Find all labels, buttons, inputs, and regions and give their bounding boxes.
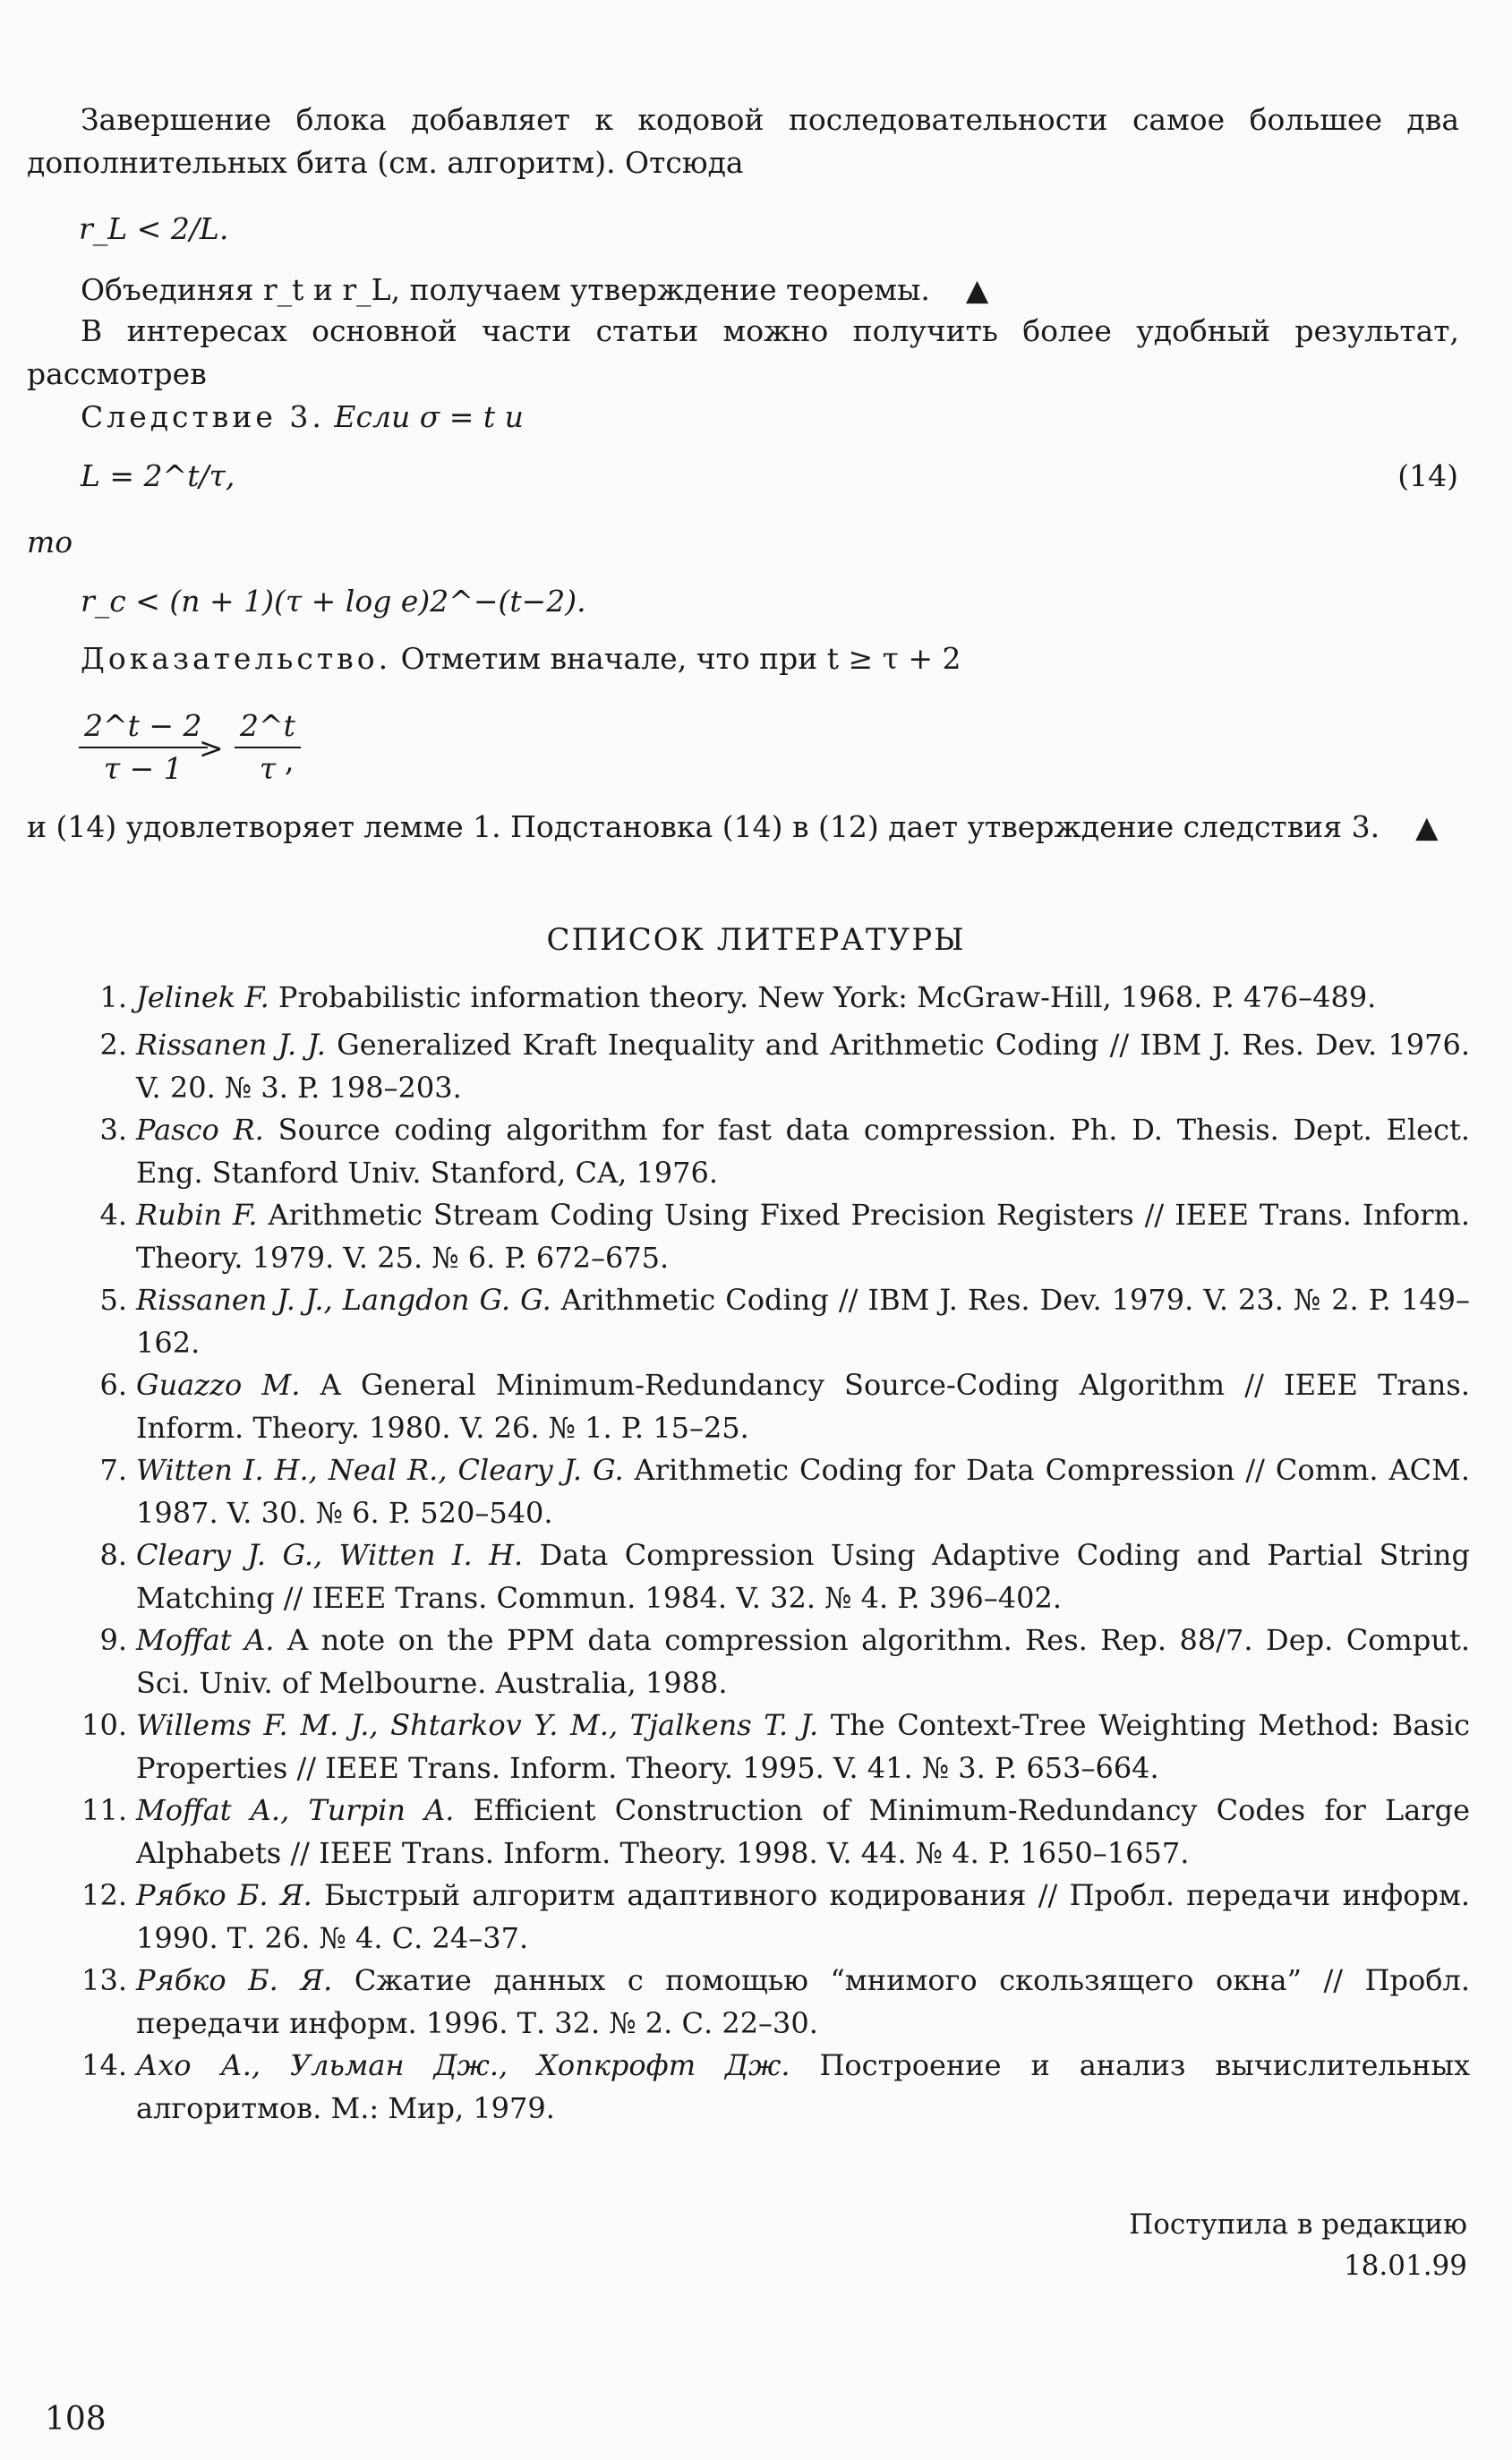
paragraph-lemma: [27, 806, 1459, 849]
reference-number: 14.: [81, 2048, 127, 2082]
paragraph-combine: [81, 269, 988, 312]
fraction-right-numerator: 2^t: [235, 707, 301, 748]
corollary-label: Следствие 3.: [81, 399, 325, 434]
reference-body: [136, 2044, 1470, 2130]
fraction-comma: ,: [285, 743, 295, 778]
combine-text: Объединяя r_t и r_L, получаем утверждение теоремы.: [81, 272, 930, 307]
reference-text: Arithmetic Coding for Data Compression // Comm. ACM. 1987. V. 30. № 6. P. 520–540.: [136, 1453, 1471, 1530]
reference-text: Source coding algorithm for fast data compression. Ph. D. Thesis. Dept. Elect. Eng. Stanford Univ. Stanford, CA, 1976.: [136, 1113, 1471, 1190]
reference-text: Arithmetic Stream Coding Using Fixed Precision Registers // IEEE Trans. Inform. Theory. 1979. V. 25. № 6. P. 672–675.: [136, 1198, 1471, 1275]
reference-number: 11.: [81, 1793, 127, 1827]
fraction-left-numerator: 2^t − 2: [79, 707, 208, 748]
reference-number: 3.: [99, 1113, 127, 1147]
reference-author: Guazzo M.: [136, 1368, 301, 1402]
reference-body: [136, 1619, 1470, 1704]
paragraph-interests: В интересах основной части статьи можно получить более удобный результат, рассмотрев: [27, 313, 1459, 391]
reference-body: [136, 1023, 1470, 1109]
reference-author: Rubin F.: [136, 1198, 258, 1232]
word-then: то: [27, 525, 73, 559]
reference-text: Data Compression Using Adaptive Coding and Partial String Matching // IEEE Trans. Commun. 1984. V. 32. № 4. P. 396–402.: [136, 1538, 1471, 1615]
fraction-left-denominator: τ − 1: [103, 751, 183, 786]
reference-number: 13.: [81, 1963, 127, 1997]
received-notice: [1129, 2204, 1467, 2286]
equation-rc: r_c < (n + 1)(τ + log e)2^−(t−2).: [81, 584, 586, 619]
equation-rl: r_L < 2/L.: [79, 211, 229, 246]
end-of-proof-mark-2: ▲: [1415, 809, 1439, 844]
reference-author: Рябко Б. Я.: [136, 1963, 333, 1997]
proof-statement: [81, 637, 961, 680]
reference-text: Generalized Kraft Inequality and Arithmetic Coding // IBM J. Res. Dev. 1976. V. 20. № 3. P. 198–203.: [136, 1028, 1471, 1105]
reference-author: Ахо А., Ульман Дж., Хопкрофт Дж.: [136, 2048, 790, 2082]
reference-author: Moffat A.: [136, 1623, 275, 1657]
reference-number: 10.: [81, 1708, 127, 1742]
reference-author: Rissanen J. J., Langdon G. G.: [136, 1283, 551, 1317]
reference-text: A General Minimum-Redundancy Source-Coding Algorithm // IEEE Trans. Inform. Theory. 1980. V. 26. № 1. P. 15–25.: [136, 1368, 1471, 1445]
reference-author: Rissanen J. J.: [136, 1028, 326, 1062]
reference-text: Построение и анализ вычислительных алгоритмов. М.: Мир, 1979.: [136, 2048, 1471, 2125]
reference-body: [136, 1959, 1470, 2045]
reference-number: 7.: [99, 1453, 127, 1487]
fraction-right-denominator: τ: [259, 751, 277, 786]
reference-author: Moffat A., Turpin A.: [136, 1793, 455, 1827]
reference-body: [136, 1704, 1470, 1789]
reference-text: Быстрый алгоритм адаптивного кодирования // Пробл. передачи информ. 1990. Т. 26. № 4. С. 24–37.: [136, 1878, 1471, 1955]
reference-author: Cleary J. G., Witten I. H.: [136, 1538, 524, 1572]
proof-label: Доказательство.: [81, 641, 392, 676]
reference-body: [136, 1363, 1470, 1449]
reference-author: Willems F. M. J., Shtarkov Y. M., Tjalkens T. J.: [136, 1708, 819, 1742]
corollary-statement: [81, 396, 524, 439]
reference-author: Рябко Б. Я.: [136, 1878, 312, 1912]
greater-than-sign: >: [199, 730, 224, 765]
reference-number: 1.: [99, 980, 127, 1014]
reference-text: Efficient Construction of Minimum-Redundancy Codes for Large Alphabets // IEEE Trans. Inform. Theory. 1998. V. 44. № 4. P. 1650–1657.: [136, 1793, 1471, 1870]
received-label: Поступила в редакцию: [1129, 2208, 1467, 2241]
equation-14: L = 2^t/τ,: [81, 458, 235, 493]
references-heading: СПИСОК ЛИТЕРАТУРЫ: [546, 922, 966, 958]
reference-author: Pasco R.: [136, 1113, 264, 1147]
page-number: 108: [45, 2401, 107, 2438]
reference-number: 2.: [99, 1028, 127, 1062]
reference-number: 5.: [99, 1283, 127, 1317]
paragraph-block-termination: Завершение блока добавляет к кодовой последовательности самое большее два дополнительных бита (см. алгоритм). Отсюда: [27, 102, 1459, 180]
reference-text: Сжатие данных с помощью “мнимого скользящего окна” // Пробл. передачи информ. 1996. Т. 32. № 2. С. 22–30.: [136, 1963, 1471, 2040]
lemma-text: и (14) удовлетворяет лемме 1. Подстановка (14) в (12) дает утверждение следствия 3.: [27, 809, 1380, 844]
equation-14-number: (14): [1397, 458, 1458, 493]
reference-author: Jelinek F.: [136, 980, 269, 1014]
reference-text: A note on the PPM data compression algorithm. Res. Rep. 88/7. Dep. Comput. Sci. Univ. of Melbourne. Australia, 1988.: [136, 1623, 1471, 1700]
reference-text: Probabilistic information theory. New York: McGraw-Hill, 1968. P. 476–489.: [278, 980, 1377, 1014]
corollary-condition: Если σ = t и: [334, 399, 524, 434]
reference-text: Arithmetic Coding // IBM J. Res. Dev. 1979. V. 23. № 2. P. 149–162.: [136, 1283, 1471, 1360]
reference-body: [136, 1448, 1470, 1534]
reference-author: Witten I. H., Neal R., Cleary J. G.: [136, 1453, 624, 1487]
end-of-proof-mark: ▲: [965, 272, 989, 307]
received-date: 18.01.99: [1343, 2250, 1467, 2282]
reference-number: 4.: [99, 1198, 127, 1232]
reference-body: [136, 1789, 1470, 1875]
reference-number: 12.: [81, 1878, 127, 1912]
reference-text: The Context-Tree Weighting Method: Basic Properties // IEEE Trans. Inform. Theory. 1995. V. 41. № 3. P. 653–664.: [136, 1708, 1471, 1785]
reference-body: [136, 1874, 1470, 1960]
fraction-left: [79, 707, 208, 788]
reference-body: [136, 1193, 1470, 1279]
proof-text: Отметим вначале, что при t ≥ τ + 2: [400, 641, 961, 676]
reference-number: 9.: [99, 1623, 127, 1657]
reference-number: 8.: [99, 1538, 127, 1572]
reference-body: [136, 1533, 1470, 1619]
reference-body: [136, 1108, 1470, 1194]
reference-body: [136, 1278, 1470, 1364]
reference-body: [136, 976, 1470, 1019]
reference-number: 6.: [99, 1368, 127, 1402]
